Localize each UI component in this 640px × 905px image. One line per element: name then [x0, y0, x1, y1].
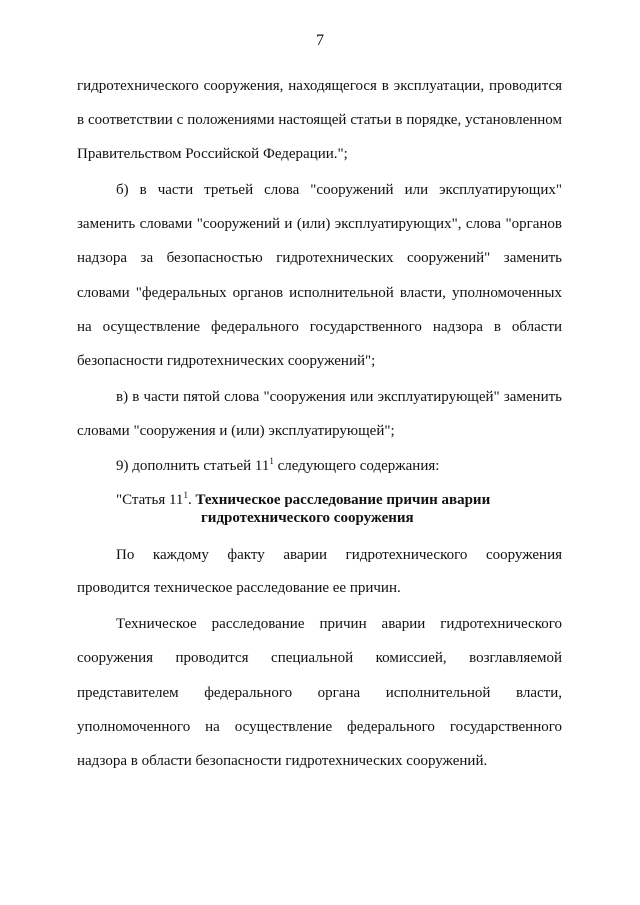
text-line: представителем федерального органа исполнительной власти, — [77, 685, 562, 701]
superscript: 1 — [183, 490, 188, 500]
page-number: 7 — [316, 32, 324, 49]
text-line: проводится техническое расследование ее причин. — [77, 580, 401, 596]
text-line — [116, 457, 562, 476]
article-title: Техническое расследование причин аварии — [195, 492, 491, 508]
superscript: 1 — [269, 456, 274, 466]
text-fragment: следующего содержания: — [273, 458, 440, 474]
text-line: надзора за безопасностью гидротехнических сооружений" заменить — [77, 250, 562, 266]
text-line: безопасности гидротехнических сооружений"; — [77, 353, 376, 369]
text-line: заменить словами "сооружений и (или) эксплуатирующих", слова "органов — [77, 216, 562, 232]
text-line: По каждому факту аварии гидротехнического сооружения — [116, 547, 562, 563]
text-line: в) в части пятой слова "сооружения или эксплуатирующей" заменить — [116, 389, 562, 405]
article-prefix: "Статья 11 — [116, 492, 184, 508]
article-dot: . — [187, 492, 192, 508]
text-fragment: 9) дополнить статьей 11 — [116, 458, 270, 474]
text-line: уполномоченного на осуществление федерального государственного — [77, 719, 562, 735]
text-line: словами "федеральных органов исполнительной власти, уполномоченных — [77, 285, 562, 301]
article-heading-line1 — [116, 491, 490, 510]
article-heading-line2 — [201, 509, 414, 527]
text-line: на осуществление федерального государственного надзора в области — [77, 319, 562, 335]
text-line: в соответствии с положениями настоящей статьи в порядке, установленном — [77, 112, 562, 128]
article-title: гидротехнического сооружения — [201, 510, 414, 526]
text-line: надзора в области безопасности гидротехнических сооружений. — [77, 753, 488, 769]
text-line: словами "сооружения и (или) эксплуатирующей"; — [77, 423, 395, 439]
text-line: б) в части третьей слова "сооружений или эксплуатирующих" — [116, 182, 562, 198]
text-line: сооружения проводится специальной комиссией, возглавляемой — [77, 650, 562, 666]
text-line: Правительством Российской Федерации."; — [77, 146, 348, 162]
text-line: гидротехнического сооружения, находящегося в эксплуатации, проводится — [77, 78, 562, 94]
text-line: Техническое расследование причин аварии гидротехнического — [116, 616, 562, 632]
